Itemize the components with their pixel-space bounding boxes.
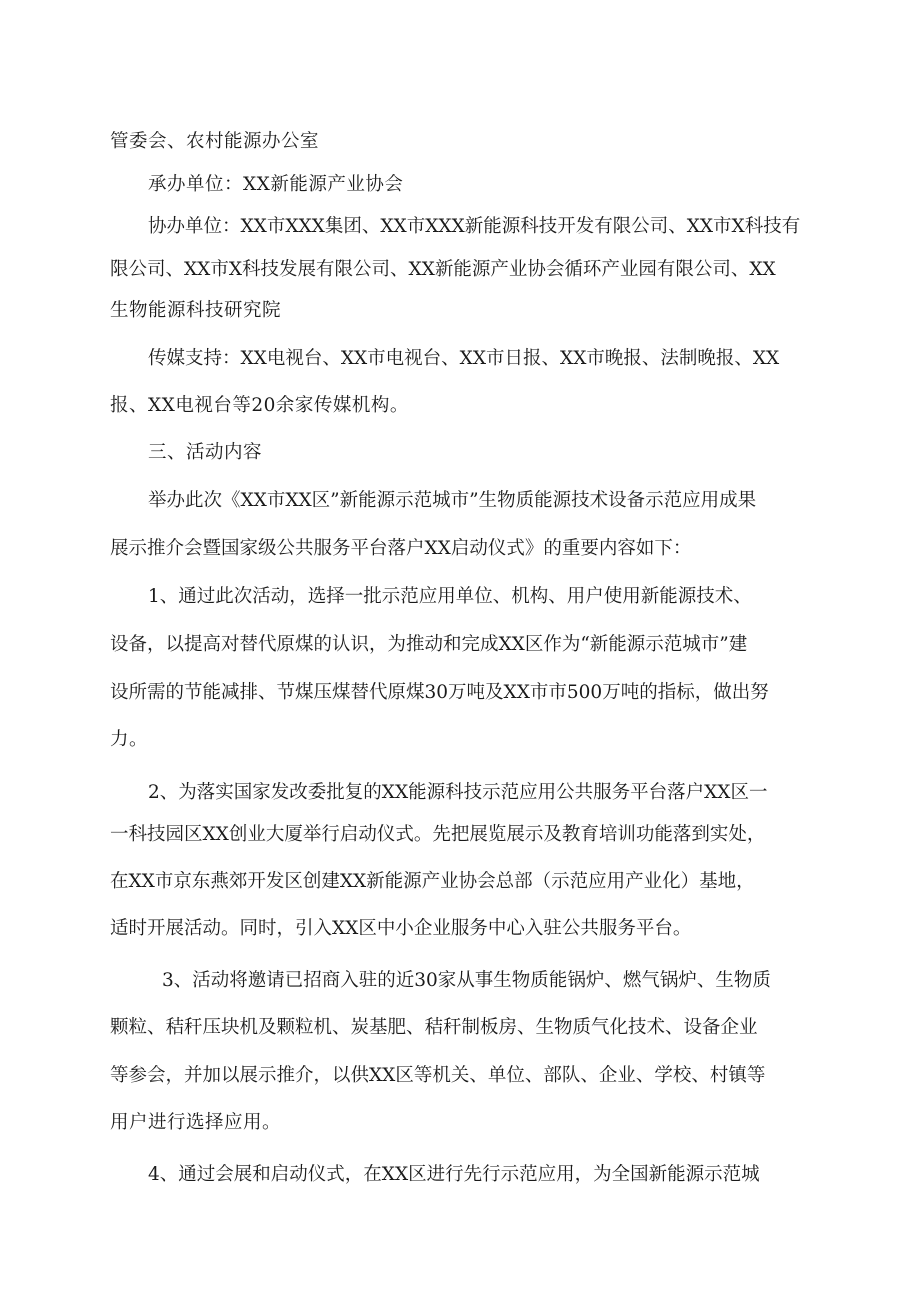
text-line: 适时开展活动。同时，引入XX区中小企业服务中心入驻公共服务平台。 (110, 918, 692, 939)
text-line: 管委会、农村能源办公室 (110, 131, 320, 152)
section-heading: 三、活动内容 (148, 442, 263, 463)
text-line: 在XX市京东燕郊开发区创建XX新能源产业协会总部（示范应用产业化）基地， (110, 871, 755, 892)
text-line: 颗粒、秸秆压块机及颗粒机、炭基肥、秸秆制板房、生物质气化技术、设备企业 (110, 1017, 758, 1038)
text-line: 设所需的节能减排、节煤压煤替代原煤30万吨及XX市市500万吨的指标，做出努 (110, 682, 769, 703)
text-line: 协办单位：XX市XXX集团、XX市XXX新能源科技开发有限公司、XX市X科技有 (148, 216, 801, 237)
text-line: 1、通过此次活动，选择一批示范应用单位、机构、用户使用新能源技术、 (148, 586, 752, 607)
text-line: 用户进行选择应用。 (110, 1112, 282, 1133)
text-line: 设备，以提高对替代原煤的认识，为推动和完成XX区作为“新能源示范城市”建 (110, 634, 748, 655)
text-line: 4、通过会展和启动仪式，在XX区进行先行示范应用，为全国新能源示范城 (148, 1164, 760, 1185)
text-line: 限公司、XX市X科技发展有限公司、XX新能源产业协会循环产业园有限公司、XX (110, 259, 776, 280)
text-line: 3、活动将邀请已招商入驻的近30家从事生物质能锅炉、燃气锅炉、生物质 (162, 970, 771, 991)
text-line: 生物能源科技研究院 (110, 300, 282, 321)
text-line: 展示推介会暨国家级公共服务平台落户XX启动仪式》的重要内容如下： (110, 538, 692, 559)
text-line: 报、XX电视台等20余家传媒机构。 (110, 395, 409, 416)
text-line: 力。 (110, 729, 149, 750)
text-line: 2、为落实国家发改委批复的XX能源科技示范应用公共服务平台落户XX区一 (148, 782, 768, 803)
text-line: 等参会，并加以展示推介，以供XX区等机关、单位、部队、企业、学校、村镇等 (110, 1065, 766, 1086)
text-line: 举办此次《XX市XX区”新能源示范城市”生物质能源技术设备示范应用成果 (148, 490, 757, 511)
text-line: 承办单位：XX新能源产业协会 (148, 174, 404, 195)
text-line: 传媒支持：XX电视台、XX市电视台、XX市日报、XX市晚报、法制晚报、XX (148, 348, 780, 369)
text-line: 一科技园区XX创业大厦举行启动仪式。先把展览展示及教育培训功能落到实处， (110, 824, 766, 845)
